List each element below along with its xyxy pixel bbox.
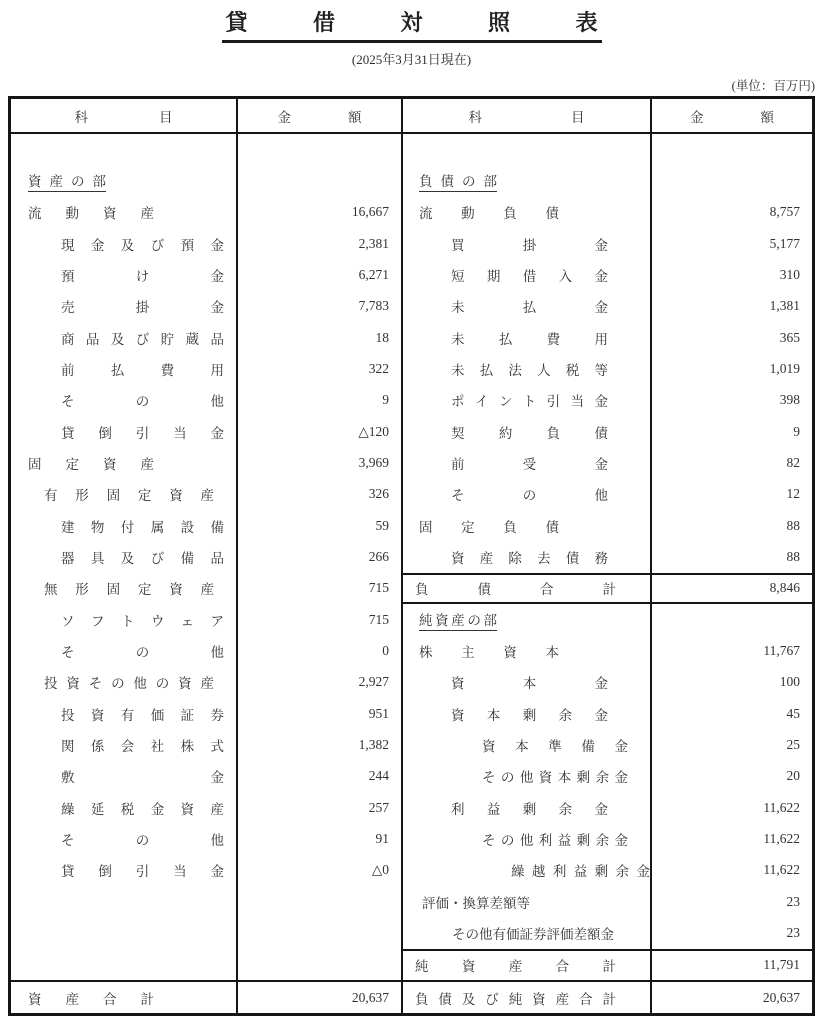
account-cell: [403, 573, 652, 604]
amount-cell: [652, 416, 812, 447]
table-row: [11, 792, 812, 823]
amount-cell: [238, 792, 403, 823]
amount-value: 951: [368, 705, 389, 721]
amount-value: 12: [786, 486, 800, 502]
account-label: 前受金: [451, 456, 608, 472]
account-label: 利益剰余金: [451, 801, 608, 817]
account-cell: [403, 792, 652, 823]
amount-value: 91: [375, 830, 389, 846]
account-label: 負債の部: [419, 170, 497, 192]
account-label: 敷金: [61, 770, 224, 786]
amount-value: 244: [368, 768, 389, 784]
amount-value: 8,757: [769, 204, 800, 220]
header-amount-left: [238, 99, 403, 132]
account-cell: [11, 982, 238, 1013]
amount-value: 11,622: [763, 862, 800, 878]
table-row: [11, 385, 812, 416]
table-row: [11, 635, 812, 666]
amount-value: 11,791: [763, 957, 800, 973]
table-row: [11, 855, 812, 886]
account-label: 固定負債: [419, 519, 559, 535]
amount-value: 45: [786, 705, 800, 721]
amount-value: 1,019: [769, 360, 800, 376]
account-cell: [403, 761, 652, 792]
account-label: ソフトウェア: [61, 613, 224, 629]
account-label: 株主資本: [419, 644, 559, 660]
amount-cell: [652, 479, 812, 510]
account-cell: [11, 259, 238, 290]
amount-cell: [238, 917, 403, 948]
account-cell: [11, 228, 238, 259]
account-label: 資本準備金: [482, 738, 628, 754]
amount-value: 20: [786, 768, 800, 784]
account-label: 無形固定資産: [44, 582, 214, 598]
account-label: 資産合計: [28, 991, 154, 1007]
amount-cell: [652, 510, 812, 541]
account-label: 未払金: [451, 300, 608, 316]
account-label: 流動資産: [28, 206, 154, 222]
account-cell: [11, 165, 238, 196]
account-cell: [403, 886, 652, 917]
amount-value: 2,381: [358, 235, 389, 251]
account-label: 投資有価証券: [61, 707, 224, 723]
amount-value: 82: [786, 454, 800, 470]
amount-cell: [652, 698, 812, 729]
account-cell: [11, 416, 238, 447]
account-label: 貸倒引当金: [61, 425, 224, 441]
amount-cell: [238, 855, 403, 886]
amount-value: 715: [368, 580, 389, 596]
account-label: 契約負債: [451, 425, 608, 441]
amount-value: 257: [368, 799, 389, 815]
account-cell: [11, 761, 238, 792]
amount-cell: [238, 573, 403, 604]
account-label: その他: [61, 832, 224, 848]
amount-cell: [238, 416, 403, 447]
table-row: [11, 541, 812, 572]
amount-cell: [652, 886, 812, 917]
account-cell: [11, 197, 238, 228]
amount-value: △120: [358, 423, 389, 439]
account-label: 繰越利益剰余金: [511, 864, 650, 880]
amount-value: 322: [368, 360, 389, 376]
amount-cell: [652, 573, 812, 604]
account-cell: [11, 447, 238, 478]
amount-cell: [652, 353, 812, 384]
amount-cell: [652, 823, 812, 854]
account-cell: [11, 573, 238, 604]
amount-cell: [652, 541, 812, 572]
table-row: [11, 291, 812, 322]
table-body: [11, 134, 812, 1013]
amount-cell: [238, 134, 403, 165]
table-row: [11, 980, 812, 1013]
account-label: 短期借入金: [451, 268, 608, 284]
amount-value: 2,927: [358, 674, 389, 690]
amount-cell: [652, 447, 812, 478]
table-row: [11, 322, 812, 353]
amount-value: 11,622: [763, 799, 800, 815]
amount-cell: [652, 604, 812, 635]
account-cell: [403, 855, 652, 886]
table-row: [11, 510, 812, 541]
account-cell: [403, 635, 652, 666]
account-label: 貸倒引当金: [61, 864, 224, 880]
amount-cell: [238, 385, 403, 416]
account-cell: [403, 949, 652, 980]
header-account-right: [403, 99, 652, 132]
amount-value: 23: [786, 893, 800, 909]
account-cell: [11, 667, 238, 698]
account-cell: [403, 385, 652, 416]
amount-value: 88: [786, 517, 800, 533]
table-row: [11, 886, 812, 917]
header-amount-left-label: 金 額: [277, 109, 362, 125]
amount-cell: [652, 667, 812, 698]
amount-cell: [652, 385, 812, 416]
account-cell: [403, 353, 652, 384]
account-cell: [11, 353, 238, 384]
table-row: [11, 823, 812, 854]
amount-value: 23: [786, 924, 800, 940]
table-row: [11, 729, 812, 760]
table-row: [11, 573, 812, 604]
amount-cell: [652, 949, 812, 980]
account-cell: [403, 228, 652, 259]
header-account-left-label: 科 目: [74, 109, 173, 125]
amount-value: 11,767: [763, 642, 800, 658]
account-cell: [11, 291, 238, 322]
amount-cell: [238, 165, 403, 196]
amount-value: 8,846: [769, 580, 800, 596]
account-label: 資本金: [451, 676, 608, 692]
account-label: その他: [61, 394, 224, 410]
table-row: [11, 134, 812, 165]
amount-value: 9: [382, 392, 389, 408]
amount-value: 11,622: [763, 830, 800, 846]
account-label: 商品及び貯蔵品: [61, 331, 224, 347]
table-row: [11, 698, 812, 729]
header-account-left: [11, 99, 238, 132]
account-label: 固定資産: [28, 456, 154, 472]
amount-value: 59: [375, 517, 389, 533]
account-cell: [11, 855, 238, 886]
amount-value: 20,637: [351, 989, 389, 1005]
amount-cell: [238, 197, 403, 228]
account-cell: [11, 510, 238, 541]
account-cell: [403, 197, 652, 228]
amount-value: 0: [382, 642, 389, 658]
amount-cell: [238, 761, 403, 792]
account-label: その他: [61, 644, 224, 660]
account-cell: [403, 165, 652, 196]
amount-value: 310: [779, 266, 800, 282]
table-header-row: [11, 99, 812, 134]
amount-value: 100: [779, 674, 800, 690]
account-cell: [403, 917, 652, 948]
account-cell: [11, 479, 238, 510]
account-label: 現金及び預金: [61, 237, 224, 253]
amount-cell: [238, 886, 403, 917]
account-label: 有形固定資産: [44, 488, 214, 504]
amount-cell: [238, 823, 403, 854]
amount-cell: [652, 982, 812, 1013]
account-cell: [11, 635, 238, 666]
account-label: 資本剰余金: [451, 707, 608, 723]
account-cell: [403, 667, 652, 698]
account-cell: [403, 604, 652, 635]
amount-value: 3,969: [358, 454, 389, 470]
amount-cell: [238, 982, 403, 1013]
account-label: 未払法人税等: [451, 362, 608, 378]
account-cell: [403, 698, 652, 729]
amount-cell: [652, 197, 812, 228]
account-cell: [11, 385, 238, 416]
table-row: [11, 761, 812, 792]
account-cell: [403, 447, 652, 478]
table-row: [11, 165, 812, 196]
account-label: その他: [451, 488, 608, 504]
amount-cell: [238, 510, 403, 541]
account-label: 前払費用: [61, 362, 224, 378]
table-row: [11, 917, 812, 948]
amount-cell: [652, 165, 812, 196]
account-label: 流動負債: [419, 206, 559, 222]
account-cell: [403, 729, 652, 760]
account-label: 負債合計: [415, 582, 616, 598]
account-label: 売掛金: [61, 300, 224, 316]
amount-value: 1,381: [769, 298, 800, 314]
table-row: [11, 416, 812, 447]
amount-cell: [238, 667, 403, 698]
report-date: (2025年3月31日現在): [351, 52, 472, 67]
amount-cell: [652, 729, 812, 760]
table-row: [11, 479, 812, 510]
amount-cell: [652, 635, 812, 666]
account-label: 預け金: [61, 268, 224, 284]
amount-cell: [238, 698, 403, 729]
account-cell: [403, 479, 652, 510]
account-label: 評価・換算差額等: [422, 895, 530, 911]
account-cell: [403, 982, 652, 1013]
page-title: 貸 借 対 照 表: [222, 6, 602, 43]
table-row: [11, 228, 812, 259]
account-label: 負債及び純資産合計: [415, 991, 616, 1007]
balance-sheet-table: [8, 96, 815, 1016]
amount-cell: [238, 259, 403, 290]
amount-value: 16,667: [351, 204, 389, 220]
header-amount-right-label: 金 額: [690, 109, 774, 125]
account-label: 未払費用: [451, 331, 608, 347]
amount-cell: [238, 949, 403, 980]
amount-cell: [238, 479, 403, 510]
amount-value: 326: [368, 486, 389, 502]
table-row: [11, 197, 812, 228]
amount-value: 88: [786, 548, 800, 564]
table-row: [11, 259, 812, 290]
amount-value: △0: [371, 862, 389, 878]
amount-cell: [652, 792, 812, 823]
amount-value: 18: [375, 329, 389, 345]
account-label: 買掛金: [451, 237, 608, 253]
amount-cell: [652, 134, 812, 165]
account-cell: [11, 322, 238, 353]
title-wrap: [0, 6, 823, 43]
table-row: [11, 949, 812, 980]
account-cell: [11, 729, 238, 760]
amount-value: 365: [779, 329, 800, 345]
header-account-right-label: 科 目: [468, 109, 585, 125]
account-label: 純資産の部: [419, 609, 497, 631]
account-cell: [403, 134, 652, 165]
amount-cell: [238, 447, 403, 478]
account-label: 繰延税金資産: [61, 801, 224, 817]
amount-cell: [238, 353, 403, 384]
account-cell: [11, 604, 238, 635]
table-row: [11, 447, 812, 478]
table-row: [11, 667, 812, 698]
account-cell: [403, 510, 652, 541]
account-label: 器具及び備品: [61, 550, 224, 566]
amount-cell: [238, 604, 403, 635]
amount-cell: [652, 228, 812, 259]
account-label: ポイント引当金: [451, 394, 608, 410]
amount-value: 398: [779, 392, 800, 408]
account-label: 資産の部: [28, 170, 106, 192]
account-label: その他利益剰余金: [482, 832, 628, 848]
amount-value: 715: [368, 611, 389, 627]
amount-value: 7,783: [358, 298, 389, 314]
account-cell: [11, 698, 238, 729]
amount-value: 6,271: [358, 266, 389, 282]
account-cell: [11, 792, 238, 823]
amount-value: 9: [793, 423, 800, 439]
amount-value: 5,177: [769, 235, 800, 251]
amount-value: 20,637: [762, 989, 800, 1005]
amount-cell: [652, 259, 812, 290]
amount-cell: [238, 635, 403, 666]
account-label: 純資産合計: [415, 959, 616, 975]
account-cell: [403, 322, 652, 353]
amount-cell: [238, 228, 403, 259]
amount-cell: [652, 291, 812, 322]
unit-note: (単位：百万円): [731, 79, 815, 93]
amount-cell: [238, 729, 403, 760]
account-cell: [11, 823, 238, 854]
account-label: その他有価証券評価差額金: [452, 926, 614, 942]
header-amount-right: [652, 99, 812, 132]
account-cell: [403, 259, 652, 290]
account-cell: [403, 541, 652, 572]
amount-value: 266: [368, 548, 389, 564]
amount-cell: [238, 291, 403, 322]
account-cell: [403, 416, 652, 447]
account-cell: [11, 917, 238, 948]
account-cell: [11, 541, 238, 572]
amount-value: 25: [786, 736, 800, 752]
amount-cell: [652, 761, 812, 792]
amount-cell: [652, 322, 812, 353]
account-label: 資産除去債務: [451, 550, 608, 566]
amount-cell: [238, 541, 403, 572]
account-label: その他資本剰余金: [482, 770, 628, 786]
account-cell: [11, 949, 238, 980]
account-cell: [11, 886, 238, 917]
account-cell: [403, 291, 652, 322]
account-cell: [403, 823, 652, 854]
amount-cell: [652, 855, 812, 886]
amount-cell: [238, 322, 403, 353]
account-label: 関係会社株式: [61, 738, 224, 754]
account-label: 建物付属設備: [61, 519, 224, 535]
account-label: 投資その他の資産: [44, 676, 214, 692]
amount-value: 1,382: [358, 736, 389, 752]
amount-cell: [652, 917, 812, 948]
table-row: [11, 604, 812, 635]
account-cell: [11, 134, 238, 165]
table-row: [11, 353, 812, 384]
